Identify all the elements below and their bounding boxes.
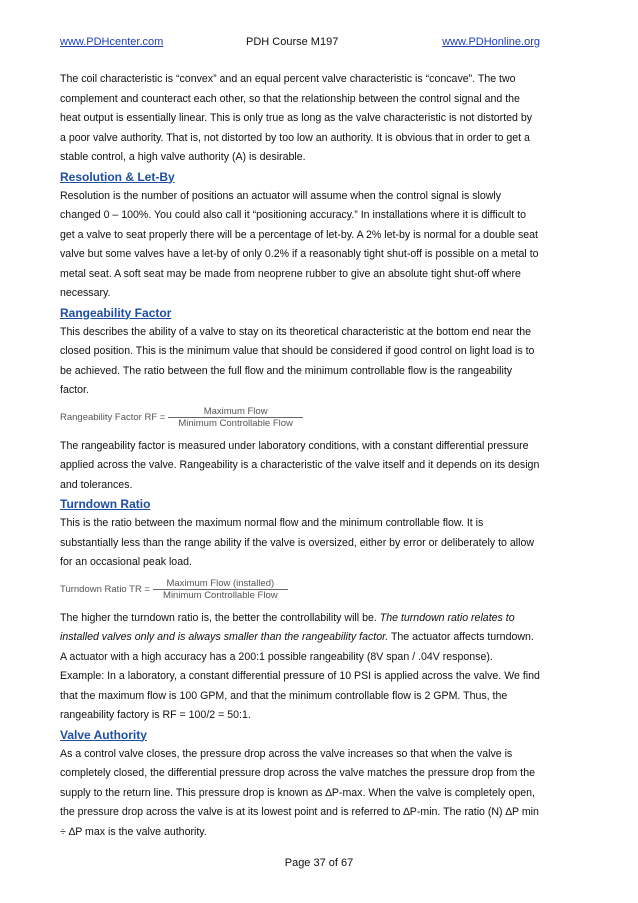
turndown-formula — [60, 575, 540, 605]
turndown-paragraph-2 — [60, 609, 540, 668]
pdhcenter-link[interactable]: www.PDHcenter.com — [60, 36, 164, 48]
turndown-numerator: Maximum Flow (installed) — [166, 578, 275, 589]
rangeability-paragraph: This describes the ability of a valve to stay on its theoretical characteristic at the bottom end near the closed position. This is the minimum value that should be considered if good control on light load is to be achieved. The ratio between the full flow and the minimum controllable flow is the rangeability factor. — [60, 325, 535, 396]
page-content — [60, 70, 540, 842]
course-title: PDH Course M197 — [246, 36, 339, 48]
resolution-heading: Resolution & Let-By — [60, 169, 175, 184]
turndown-text-start: The higher the turndown ratio is, the better the controllability will be. — [60, 611, 380, 624]
pdhonline-link[interactable]: www.PDHonline.org — [442, 36, 540, 48]
turndown-italic-note: The turndown ratio relates to installed valves only and is always smaller than the rangeability factor. — [60, 611, 515, 643]
rangeability-formula — [60, 403, 540, 433]
rangeability-denominator: Minimum Controllable Flow — [178, 418, 293, 429]
turndown-formula-lhs: Turndown Ratio TR = — [60, 584, 151, 595]
intro-paragraph: The coil characteristic is “convex” and an equal percent valve characteristic is “concave”. The two complement and counteract each other, so that the relationship between the control signal and the heat output is essentially linear. This is only true as long as the valve characteristic is not distorted by a poor valve authority. That is, not distorted by too low an authority. It is obvious that in order to get a stable control, a high valve authority (A) is desirable. — [60, 73, 533, 163]
turndown-example: Example: In a laboratory, a constant differential pressure of 10 PSI is applied across the valve. We find that the maximum flow is 100 GPM, and that the minimum controllable flow is 2 GPM. Thus, the rangeability factory is RF = 100/2 = 50:1. — [60, 670, 540, 721]
rangeability-paragraph-2: The rangeability factor is measured under laboratory conditions, with a constant differential pressure applied across the valve. Rangeability is a characteristic of the valve itself and it depends on its design and tolerances. — [60, 439, 540, 491]
rangeability-formula-lhs: Rangeability Factor RF = — [60, 412, 166, 423]
turndown-fraction — [153, 578, 288, 601]
authority-heading: Valve Authority — [60, 727, 147, 742]
page-header — [60, 36, 540, 52]
turndown-text-end: The actuator affects turndown. A actuator with a high accuracy has a 200:1 possible rangeability (8V span / .04V response). — [60, 631, 534, 663]
turndown-paragraph: This is the ratio between the maximum normal flow and the minimum controllable flow. It is substantially less than the range ability if the valve is oversized, either by error or deliberately to allow for an occasional peak load. — [60, 517, 535, 568]
page-number: Page 37 of 67 — [284, 857, 354, 869]
rangeability-fraction — [168, 406, 303, 429]
authority-paragraph: As a control valve closes, the pressure drop across the valve increases so that when the valve is completely closed, the differential pressure drop across the valve matches the pressure drop from the supply to the return line. This pressure drop is known as ∆P-max. When the valve is completely open, the pressure drop across the valve is at its lowest point and is referred to ∆P-min. The ratio (N) ∆P min ÷ ∆P max is the valve authority. — [60, 747, 539, 838]
resolution-paragraph: Resolution is the number of positions an actuator will assume when the control signal is slowly changed 0 – 100%. You could also call it “positioning accuracy.” In installations where it is difficult to get a valve to seat properly there will be a percentage of let-by. A 2% let-by is normal for a double seat valve but some valves have a let-by of only 0.2% if a reasonably tight shut-off is possible on a metal to metal seat. A soft seat may be made from neoprene rubber to give an absolute tight shut-off where necessary. — [60, 189, 539, 299]
turndown-denominator: Minimum Controllable Flow — [163, 590, 278, 601]
turndown-heading: Turndown Ratio — [60, 497, 151, 511]
rangeability-heading: Rangeability Factor — [60, 305, 172, 320]
rangeability-numerator: Maximum Flow — [203, 406, 268, 417]
